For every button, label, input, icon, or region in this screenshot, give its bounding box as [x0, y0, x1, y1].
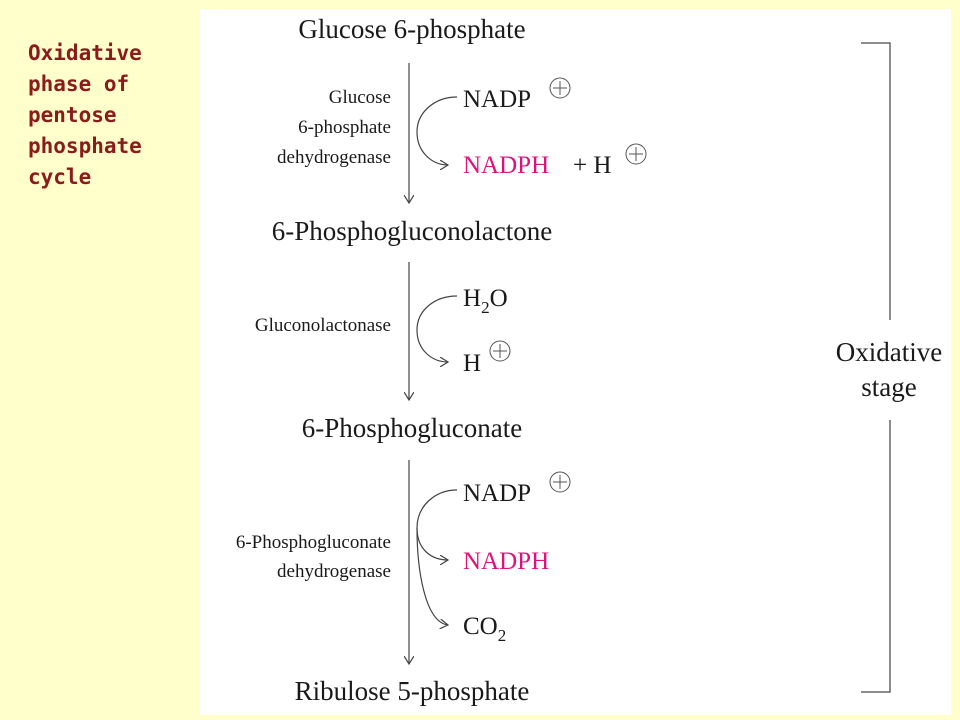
stage-label: stage [861, 372, 917, 402]
metabolite-6-phosphogluconate: 6-Phosphogluconate [301, 413, 523, 443]
enzyme-label: 6-Phosphogluconate [235, 532, 391, 553]
positive-charge-icon [490, 341, 510, 361]
water-h: H [463, 285, 482, 312]
cofactor-co2 [463, 613, 506, 645]
cofactor-water [463, 285, 508, 317]
cofactor-plus-h: + H [573, 152, 612, 179]
cofactor-curve-arrow [417, 296, 457, 362]
co2-co: CO [463, 613, 498, 640]
side-title-line: phosphate [28, 134, 142, 158]
side-title-line: Oxidative [28, 41, 142, 65]
cofactor-curve-arrow [417, 490, 457, 560]
co2-subscript: 2 [497, 626, 507, 645]
cofactor-nadph: NADPH [463, 548, 550, 575]
positive-charge-icon [550, 472, 570, 492]
side-title-line: cycle [28, 165, 92, 189]
stage-label: Oxidative [835, 337, 943, 367]
enzyme-label: Glucose [328, 87, 391, 108]
cofactor-proton: H [463, 350, 482, 377]
stage-bracket-bottom [861, 420, 890, 692]
cofactor-nadp: NADP [463, 86, 532, 113]
cofactor-nadph: NADPH [463, 152, 550, 179]
enzyme-label: dehydrogenase [277, 561, 391, 582]
positive-charge-icon [550, 78, 570, 98]
cofactor-curve-arrow [417, 97, 457, 165]
metabolite-6-phosphogluconolactone: 6-Phosphogluconolactone [271, 216, 553, 246]
water-subscript: 2 [481, 298, 490, 317]
side-title-line: phase of [28, 72, 130, 96]
enzyme-label: dehydrogenase [277, 147, 391, 168]
positive-charge-icon [626, 144, 646, 164]
cofactor-curve-arrow [417, 528, 448, 625]
metabolite-ribulose-5-phosphate: Ribulose 5-phosphate [294, 676, 530, 706]
enzyme-label: Gluconolactonase [254, 315, 391, 336]
enzyme-label: 6-phosphate [298, 117, 391, 138]
water-o: O [489, 285, 508, 312]
cofactor-nadp: NADP [463, 480, 532, 507]
stage-bracket-top [861, 43, 890, 320]
metabolite-glucose-6-phosphate: Glucose 6-phosphate [298, 14, 526, 44]
side-title-line: pentose [28, 103, 117, 127]
